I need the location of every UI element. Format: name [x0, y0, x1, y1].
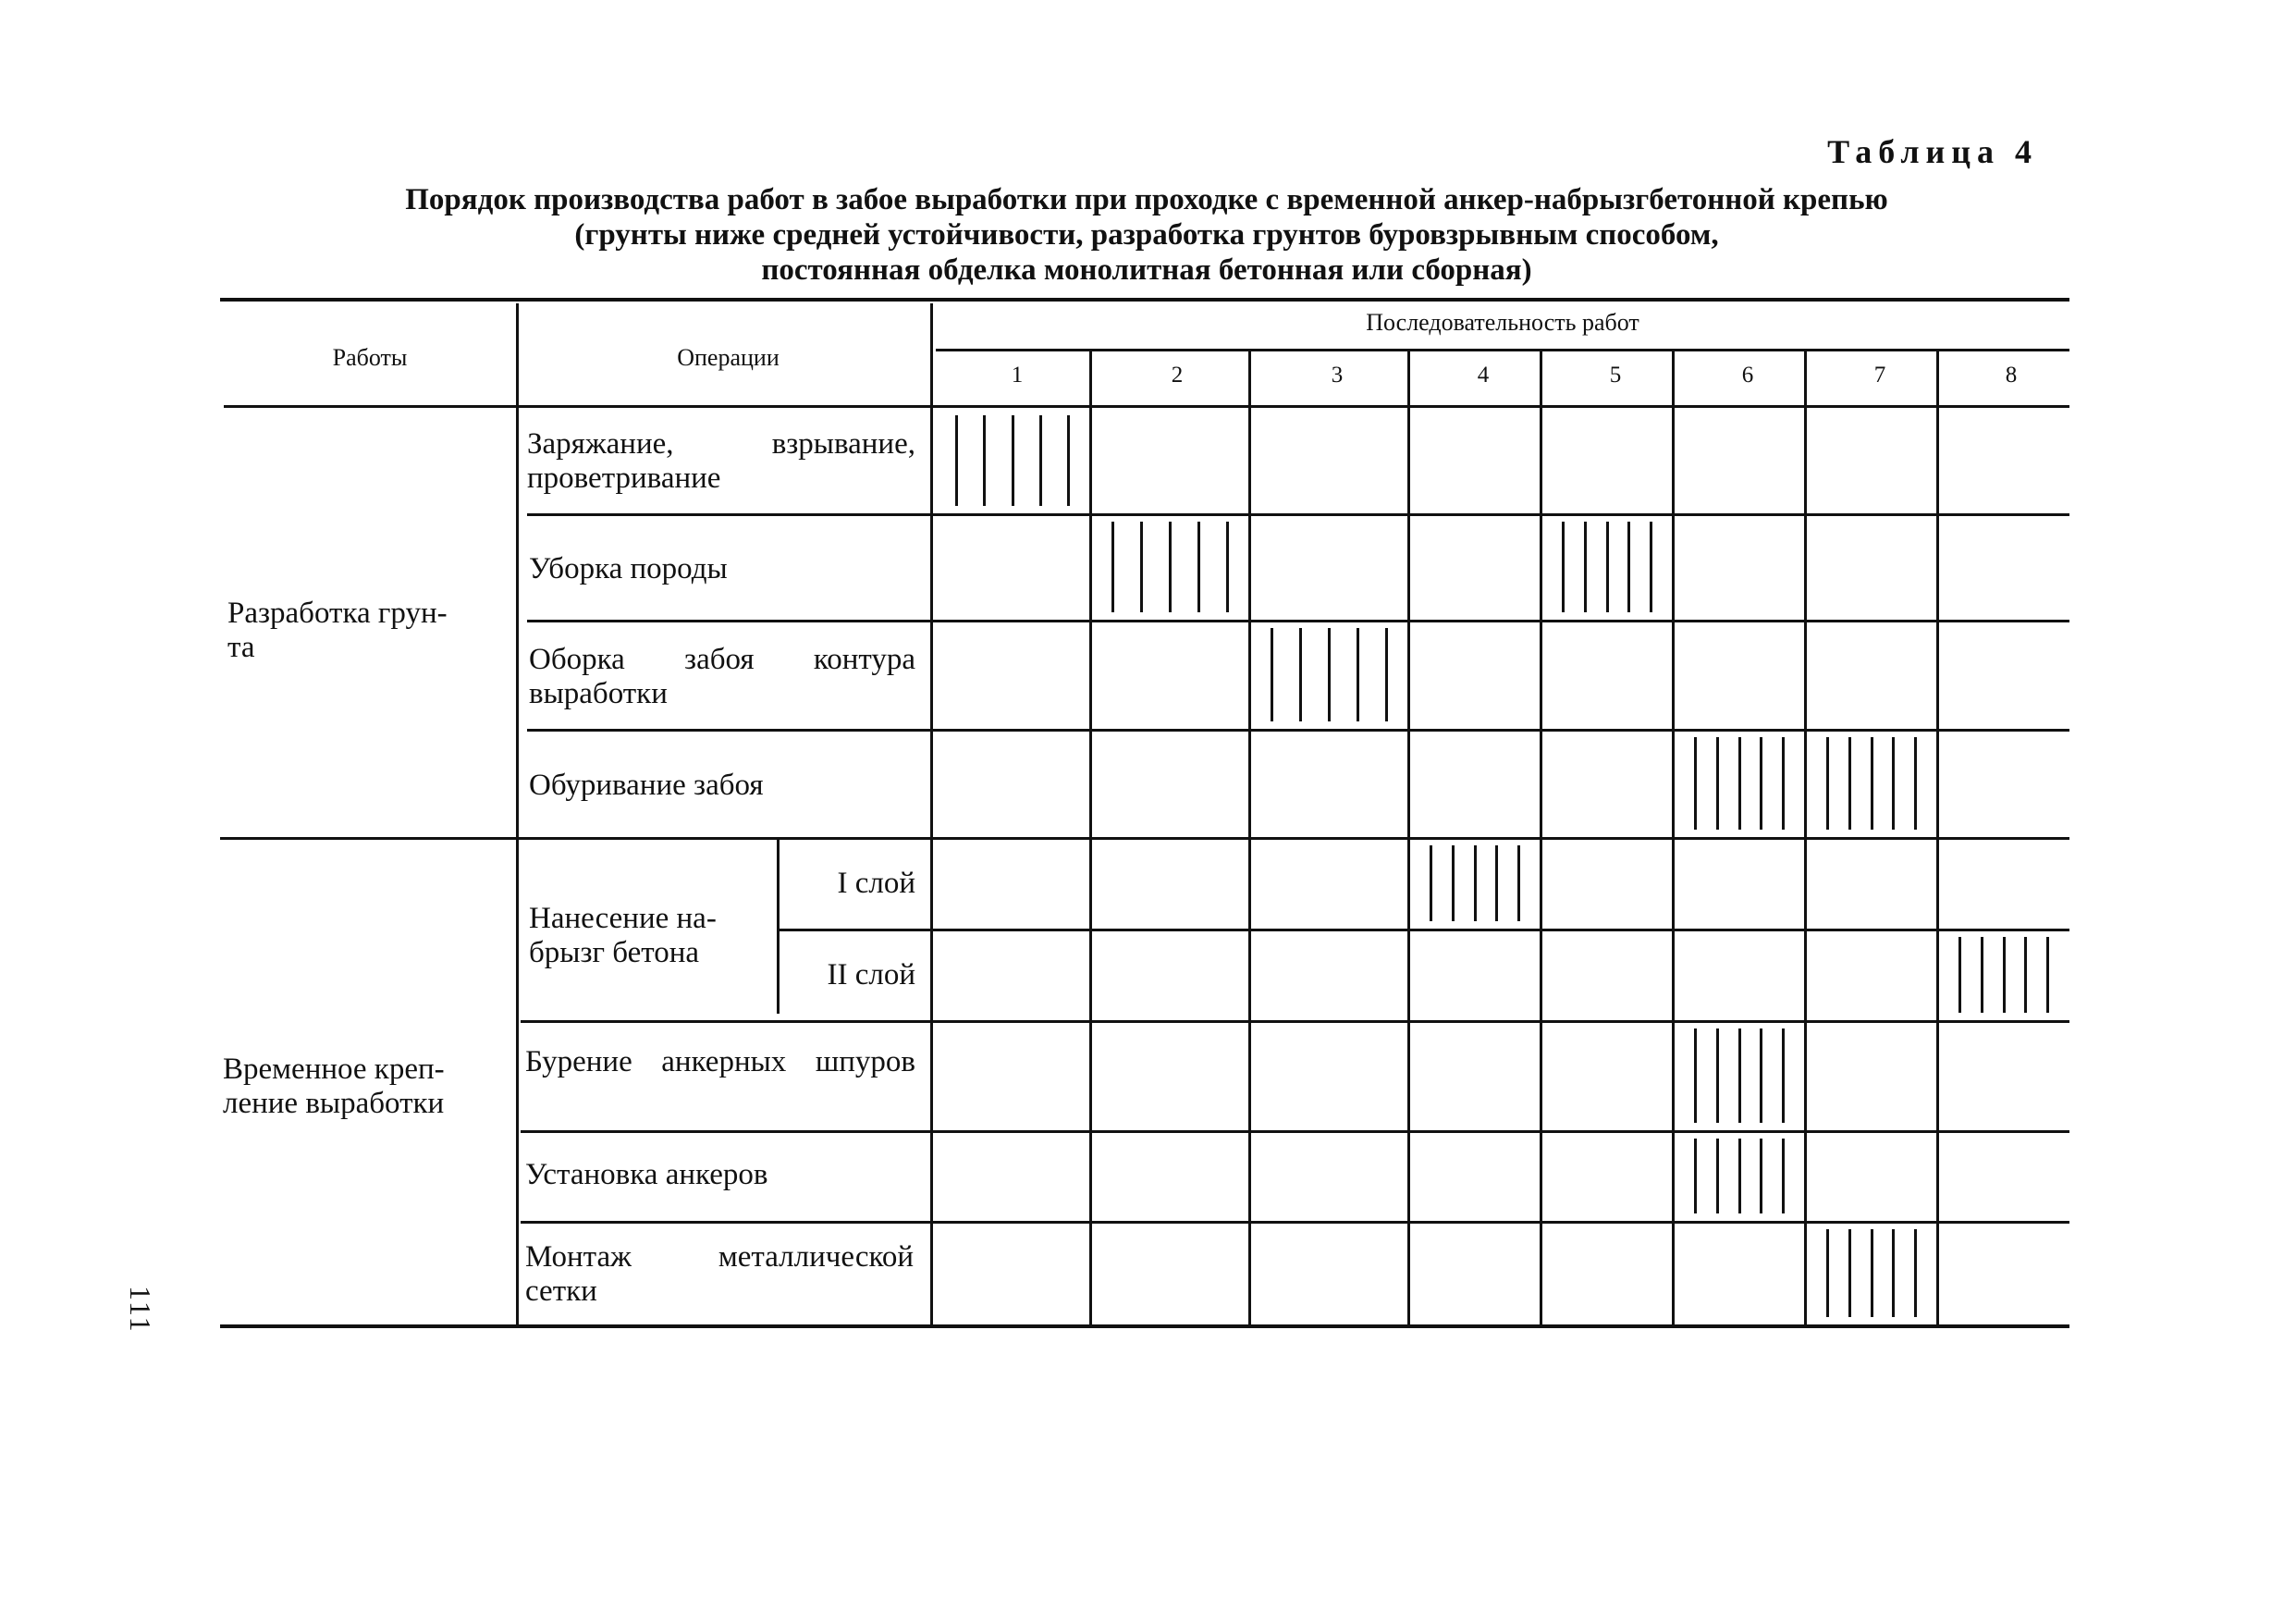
hatch-bar [1385, 628, 1388, 721]
hatch-bar [1738, 1028, 1741, 1123]
hatch-bar [2003, 937, 2006, 1013]
step-number-7: 7 [1873, 363, 1886, 388]
hatch-bar [983, 415, 986, 506]
rule-row-3 [527, 729, 2069, 732]
hatch-bar [1981, 937, 1983, 1013]
rule-bottom [220, 1324, 2069, 1328]
group-label-temporary-support: Временное креп- ление выработки [223, 1053, 445, 1120]
hatch-bar [1958, 937, 1961, 1013]
hatch-bar [1826, 737, 1829, 830]
operation-rock-removal: Уборка породы [529, 552, 728, 585]
hatch-bar [1067, 415, 1070, 506]
hatch-bar [1760, 1028, 1762, 1123]
hatch-bar [1650, 522, 1652, 612]
page-number: 111 [124, 1286, 157, 1334]
hatch-bar [1197, 522, 1200, 612]
hatch-bar [1517, 845, 1520, 921]
step-number-5: 5 [1609, 363, 1622, 388]
operation-shotcrete: Нанесение на- брызг бетона [529, 902, 717, 969]
hatch-bar [1430, 845, 1432, 921]
rule-step-1 [1089, 351, 1092, 1326]
step-number-2: 2 [1171, 363, 1184, 388]
step-number-3: 3 [1331, 363, 1344, 388]
hatch-bar [1848, 1229, 1851, 1317]
step-number-1: 1 [1011, 363, 1024, 388]
rule-step-7 [1936, 351, 1939, 1326]
rule-col-works [516, 303, 519, 1326]
operation-mesh-mounting: Монтаж металлической сетки [525, 1240, 914, 1308]
hatch-bar [1871, 1229, 1873, 1317]
rule-col-operations [930, 303, 933, 1326]
hatch-bar [1782, 1139, 1785, 1213]
rule-group-separator [220, 837, 2069, 840]
operation-face-scaling: Оборка забоя контура выработки [529, 643, 915, 710]
hatch-bar [1738, 1139, 1741, 1213]
header-operations: Операции [677, 344, 780, 371]
header-works: Работы [332, 344, 408, 371]
hatch-bar [1584, 522, 1587, 612]
operation-charging: Заряжание, взрывание, проветривание [527, 427, 915, 495]
hatch-bar [1271, 628, 1273, 721]
rule-step-5 [1672, 351, 1675, 1326]
hatch-bar [1627, 522, 1630, 612]
hatch-bar [1328, 628, 1331, 721]
rule-sequence-header [936, 349, 2069, 351]
hatch-bar [1226, 522, 1229, 612]
hatch-bar [1012, 415, 1014, 506]
rule-step-2 [1248, 351, 1251, 1326]
table-number: Таблица 4 [1827, 133, 2038, 170]
operation-anchor-installation: Установка анкеров [525, 1158, 768, 1191]
hatch-bar [1760, 1139, 1762, 1213]
hatch-bar [1562, 522, 1565, 612]
hatch-bar [1357, 628, 1359, 721]
hatch-bar [1871, 737, 1873, 830]
rule-step-4 [1540, 351, 1542, 1326]
step-number-6: 6 [1741, 363, 1754, 388]
hatch-bar [955, 415, 958, 506]
rule-top [220, 298, 2069, 302]
sublayer-1: I слой [837, 867, 915, 900]
hatch-bar [1782, 1028, 1785, 1123]
rule-row-6 [521, 1020, 2069, 1023]
hatch-bar [1039, 415, 1042, 506]
sublayer-2: II слой [827, 958, 915, 991]
hatch-bar [1848, 737, 1851, 830]
hatch-bar [1606, 522, 1609, 612]
hatch-bar [1694, 737, 1697, 830]
hatch-bar [2024, 937, 2027, 1013]
hatch-bar [1826, 1229, 1829, 1317]
table-title [222, 182, 2071, 288]
hatch-bar [1914, 1229, 1917, 1317]
hatch-bar [1716, 1139, 1719, 1213]
hatch-bar [1495, 845, 1498, 921]
hatch-bar [1914, 737, 1917, 830]
hatch-bar [1140, 522, 1143, 612]
header-sequence: Последовательность работ [1366, 309, 1639, 336]
group-label-excavation: Разработка грун- та [227, 597, 448, 664]
rule-header-bottom [224, 405, 2069, 408]
operation-anchor-hole-drilling: Бурение анкерных шпуров [525, 1045, 915, 1078]
hatch-bar [1892, 1229, 1895, 1317]
hatch-bar [1169, 522, 1172, 612]
step-number-8: 8 [2005, 363, 2018, 388]
rule-row-8 [521, 1221, 2069, 1224]
hatch-bar [1716, 737, 1719, 830]
hatch-bar [1694, 1028, 1697, 1123]
hatch-bar [1738, 737, 1741, 830]
rule-row-1 [527, 513, 2069, 516]
hatch-bar [1716, 1028, 1719, 1123]
title-line-3: постоянная обделка монолитная бетонная или сборная) [761, 253, 1532, 287]
hatch-bar [1782, 737, 1785, 830]
rule-col-sublayer [777, 840, 780, 1014]
hatch-bar [1111, 522, 1114, 612]
hatch-bar [1474, 845, 1477, 921]
operation-face-drilling: Обуривание забоя [529, 769, 764, 802]
title-line-1: Порядок производства работ в забое выработки при проходке с временной анкер-набрызгбетонной крепью [405, 183, 1888, 216]
rule-sublayer [779, 929, 2069, 931]
hatch-bar [1892, 737, 1895, 830]
hatch-bar [1299, 628, 1302, 721]
hatch-bar [1694, 1139, 1697, 1213]
hatch-bar [1760, 737, 1762, 830]
rule-step-6 [1804, 351, 1807, 1326]
title-line-2: (грунты ниже средней устойчивости, разработка грунтов буровзрывным способом, [574, 218, 1719, 252]
rule-step-3 [1407, 351, 1410, 1326]
rule-row-7 [521, 1130, 2069, 1133]
hatch-bar [2046, 937, 2049, 1013]
hatch-bar [1452, 845, 1455, 921]
step-number-4: 4 [1477, 363, 1490, 388]
rule-row-2 [527, 620, 2069, 622]
